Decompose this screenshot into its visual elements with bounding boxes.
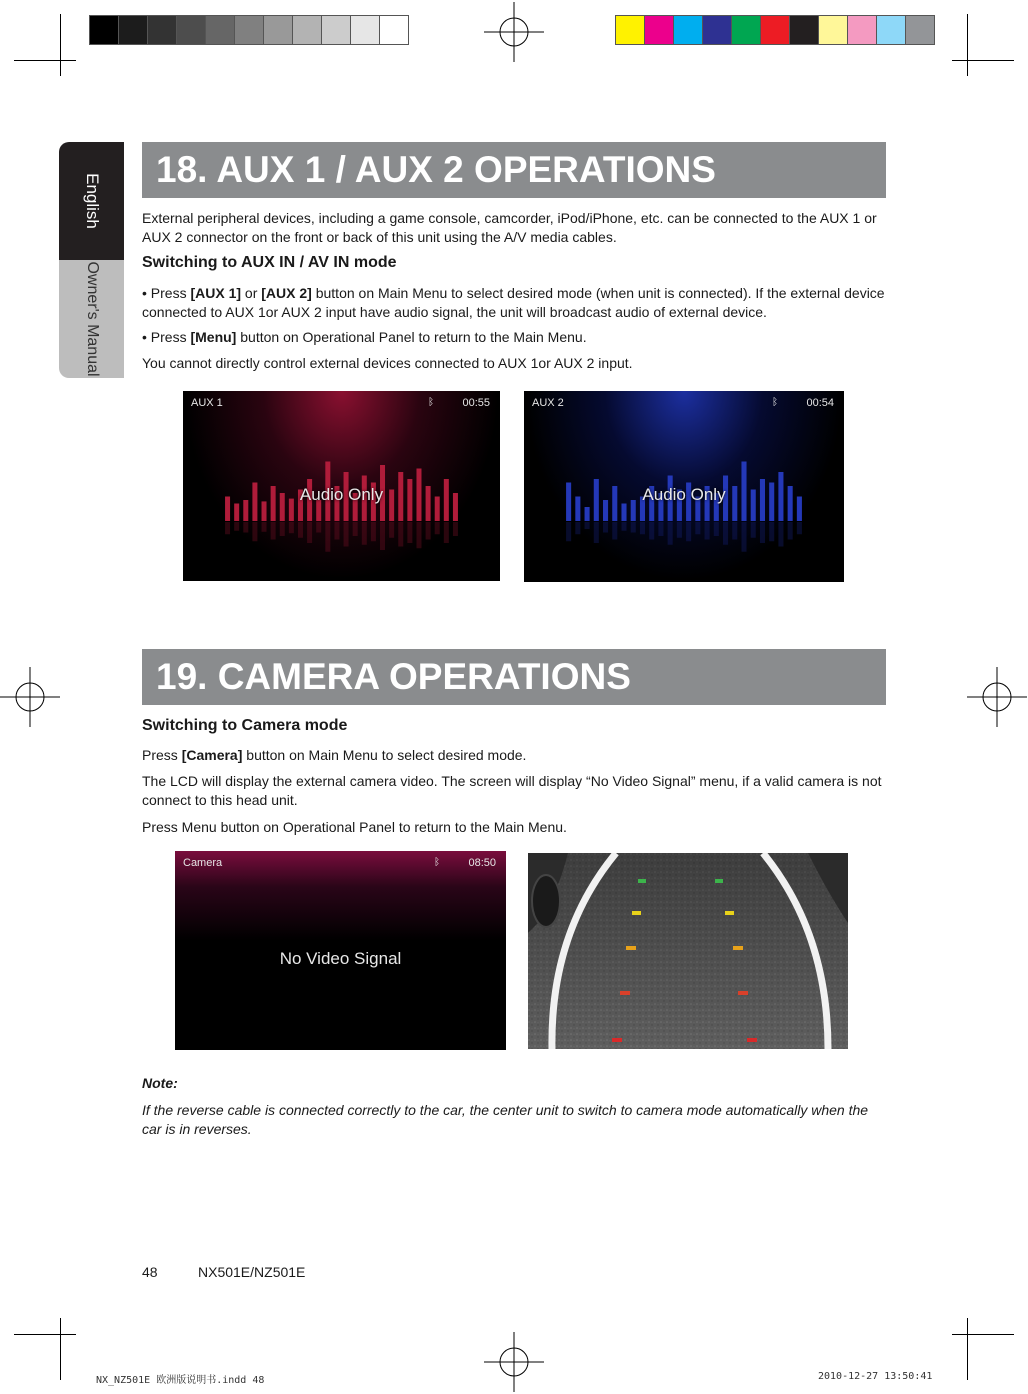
equalizer-bar-reflection [788, 522, 793, 540]
status-bar [524, 391, 844, 415]
equalizer-bar-reflection [298, 522, 303, 538]
grayscale-color-bar [89, 15, 409, 45]
status-bar [175, 851, 506, 875]
color-swatch [616, 16, 645, 44]
aux-intro: External peripheral devices, including a game console, camcorder, iPod/iPhone, etc. can be connected to the AUX 1 or AUX 2 connector on the front or back of this unit using the A/V media cables. [142, 210, 877, 245]
audio-only-label: Audio Only [299, 485, 384, 504]
equalizer-bar-reflection [380, 522, 385, 550]
aux-bullet-2 [142, 328, 886, 347]
menu-key: [Menu] [190, 329, 237, 345]
registration-target-icon [484, 1332, 544, 1392]
bullet-prefix: • Press [142, 285, 191, 301]
bullet-rest: button on Operational Panel to return to the Main Menu. [236, 329, 587, 345]
equalizer-bar-reflection [316, 522, 321, 533]
equalizer-bar-reflection [362, 522, 367, 545]
equalizer-bar-reflection [289, 522, 294, 533]
equalizer-bar-reflection [271, 522, 276, 540]
equalizer-bars [564, 451, 804, 581]
equalizer-bar-reflection [778, 522, 783, 547]
line-rest: button on Main Menu to select desired mode. [242, 747, 527, 763]
language-tab [59, 142, 124, 260]
equalizer-bar-reflection [741, 522, 746, 552]
color-swatch [848, 16, 877, 44]
equalizer-bar-reflection [407, 522, 412, 543]
equalizer-bar-reflection [353, 522, 358, 536]
equalizer-bar-reflection [751, 522, 756, 538]
color-swatch [293, 16, 322, 44]
color-swatch [761, 16, 790, 44]
equalizer-bar-reflection [723, 522, 728, 545]
camera-key: [Camera] [181, 747, 243, 763]
equalizer-bar-reflection [621, 522, 626, 531]
rear-camera-view-image [528, 853, 848, 1049]
screen-clock: 00:54 [806, 397, 834, 409]
color-swatch [732, 16, 761, 44]
aux2-key: [AUX 2] [261, 285, 312, 301]
bluetooth-icon: ᛒ [434, 857, 440, 868]
equalizer-bar-reflection [444, 522, 449, 543]
equalizer-bar-reflection [594, 522, 599, 543]
equalizer-bar-reflection [575, 522, 580, 534]
registration-target-icon [0, 667, 60, 727]
camera-line-2: The LCD will display the external camera video. The screen will display “No Video Signal” menu, if a valid camera is not connect to this head unit. [142, 773, 882, 808]
note-label: Note: [142, 1075, 178, 1091]
equalizer-bar-reflection [566, 522, 571, 541]
equalizer-bar-reflection [416, 522, 421, 548]
camera-line-3: Press Menu button on Operational Panel to return to the Main Menu. [142, 819, 567, 835]
equalizer-bar-reflection [603, 522, 608, 533]
color-swatch [645, 16, 674, 44]
camera-subhead: Switching to Camera mode [142, 717, 348, 734]
equalizer-bar-reflection [225, 522, 230, 534]
aux2-screen [524, 391, 844, 582]
file-slug: NX_NZ501E 欧洲版说明书.indd 48 [96, 1375, 265, 1386]
equalizer-bar-reflection [732, 522, 737, 540]
equalizer-bar-reflection [686, 522, 691, 541]
equalizer-bar-reflection [262, 522, 267, 532]
equalizer-bar [585, 507, 590, 521]
date-slug: 2010-12-27 13:50:41 [818, 1371, 933, 1382]
screen-clock: 00:55 [462, 397, 490, 409]
equalizer-bar-reflection [760, 522, 765, 543]
equalizer-bar-reflection [631, 522, 636, 533]
color-swatch [703, 16, 732, 44]
equalizer-bar-reflection [658, 522, 663, 536]
equalizer-bar-reflection [668, 522, 673, 545]
screen-mode-label: AUX 2 [532, 397, 564, 409]
note-text: If the reverse cable is connected correctly to the car, the center unit to switch to camera mode automatically when the car is in reverses. [142, 1102, 869, 1137]
equalizer-bar [621, 504, 626, 522]
color-swatch [264, 16, 293, 44]
equalizer-bar-reflection [640, 522, 645, 534]
color-swatch [351, 16, 380, 44]
color-swatch [877, 16, 906, 44]
line-prefix: Press [142, 747, 182, 763]
equalizer-bar-reflection [769, 522, 774, 541]
equalizer-bar-reflection [243, 522, 248, 533]
color-swatch [819, 16, 848, 44]
aux-subhead: Switching to AUX IN / AV IN mode [142, 254, 397, 271]
equalizer-bar-reflection [234, 522, 239, 531]
equalizer-bar-reflection [797, 522, 802, 534]
camera-section-title: 19. CAMERA OPERATIONS [142, 649, 886, 705]
color-swatch [177, 16, 206, 44]
status-bar [183, 391, 500, 415]
aux1-key: [AUX 1] [190, 285, 242, 301]
model-name: NX501E/NZ501E [198, 1264, 306, 1280]
color-swatch [90, 16, 119, 44]
screen-mode-label: Camera [183, 857, 223, 869]
equalizer-bar-reflection [334, 522, 339, 540]
color-swatch [148, 16, 177, 44]
equalizer-bar-reflection [695, 522, 700, 534]
language-tab-label: English [82, 173, 102, 229]
equalizer-bar [234, 504, 239, 522]
equalizer-bar-reflection [307, 522, 312, 543]
bullet-prefix: • Press [142, 329, 191, 345]
equalizer-bar-reflection [649, 522, 654, 540]
aux-section-title: 18. AUX 1 / AUX 2 OPERATIONS [142, 142, 886, 198]
registration-target-icon [484, 2, 544, 62]
screen-clock: 08:50 [468, 857, 496, 869]
page-number: 48 [142, 1264, 158, 1280]
equalizer-bar-reflection [252, 522, 257, 541]
color-swatch [674, 16, 703, 44]
equalizer-bar-reflection [705, 522, 710, 540]
color-swatch [119, 16, 148, 44]
color-swatch [235, 16, 264, 44]
equalizer-bar-reflection [325, 522, 330, 552]
color-swatch [790, 16, 819, 44]
equalizer-bar-reflection [714, 522, 719, 536]
manual-tab [59, 260, 124, 378]
process-color-bar [615, 15, 935, 45]
aux-note: You cannot directly control external devices connected to AUX 1or AUX 2 input. [142, 355, 633, 371]
camera-no-signal-screen [175, 851, 506, 1050]
equalizer-bar-reflection [344, 522, 349, 547]
equalizer-bar-reflection [435, 522, 440, 534]
registration-target-icon [967, 667, 1027, 727]
equalizer-bar-reflection [389, 522, 394, 538]
no-video-signal-label: No Video Signal [279, 949, 402, 968]
aux1-screen [183, 391, 500, 581]
color-swatch [906, 16, 934, 44]
camera-line-1 [142, 746, 886, 765]
aux-bullet-1 [142, 284, 886, 322]
bullet-rest: button on Main Menu to select desired mode (when unit is connected). If the external device connected to AUX 1or AUX 2 input have audio signal, the unit will broadcast audio of external device. [142, 285, 885, 320]
equalizer-bars [223, 451, 460, 581]
equalizer-bar-reflection [426, 522, 431, 540]
manual-tab-label: Owner's Manual [83, 261, 101, 377]
equalizer-bar-reflection [677, 522, 682, 538]
color-swatch [206, 16, 235, 44]
color-swatch [322, 16, 351, 44]
equalizer-bar-reflection [612, 522, 617, 540]
bluetooth-icon: ᛒ [772, 397, 778, 408]
color-swatch [380, 16, 408, 44]
equalizer-bar-reflection [371, 522, 376, 541]
audio-only-label: Audio Only [642, 485, 726, 504]
equalizer-bar-reflection [398, 522, 403, 547]
equalizer-bar-reflection [280, 522, 285, 536]
screen-mode-label: AUX 1 [191, 397, 223, 409]
bluetooth-icon: ᛒ [428, 397, 434, 408]
equalizer-bar-reflection [453, 522, 458, 536]
equalizer-bar-reflection [585, 522, 590, 529]
bullet-or: or [241, 285, 262, 301]
